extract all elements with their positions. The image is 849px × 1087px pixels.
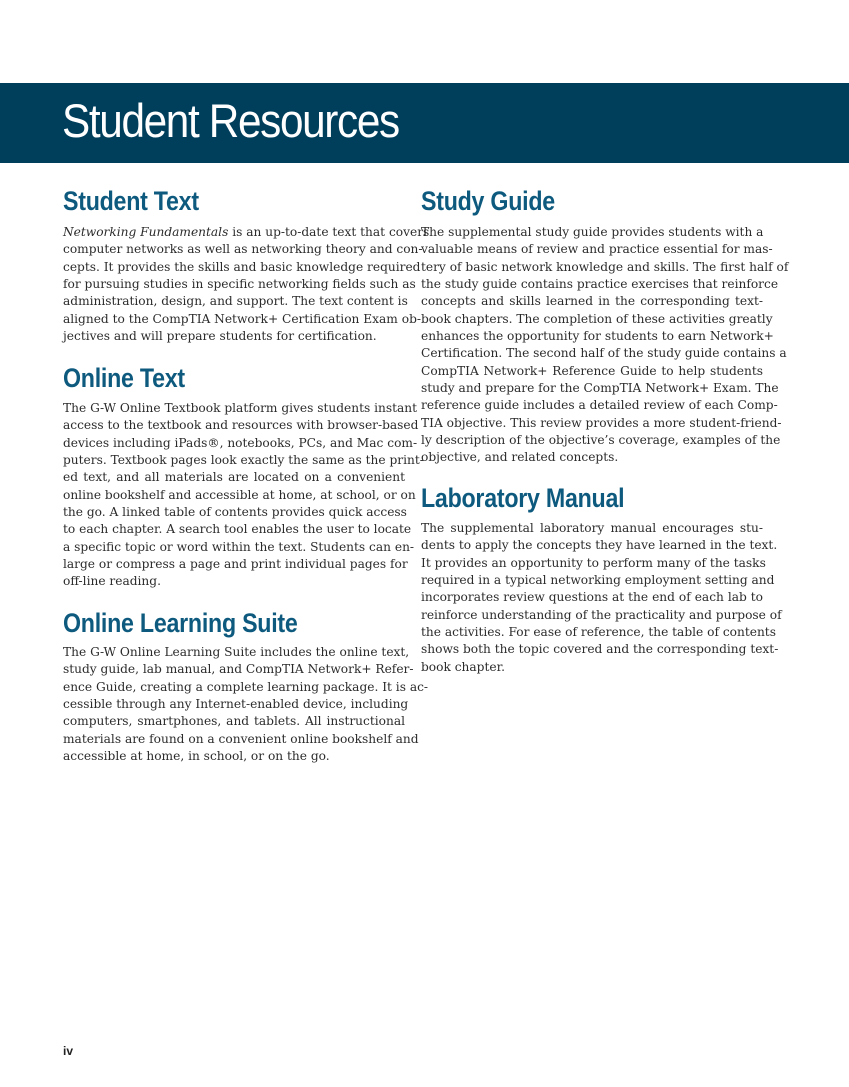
paragraph-line: The G-W Online Learning Suite includes the online text,: [63, 645, 410, 659]
paragraph-line: devices including iPads®, notebooks, PCs, and Mac com-: [63, 435, 418, 450]
paragraph-line: It provides an opportunity to perform many of the tasks: [421, 555, 766, 570]
paragraph-line: enhances the opportunity for students to earn Network+: [421, 329, 774, 344]
paragraph-line: study guide, lab manual, and CompTIA Network+ Refer-: [63, 662, 414, 677]
line-text: is an up-to-date text that covers: [228, 225, 430, 239]
paragraph-line: valuable means of review and practice essential for mas-: [421, 242, 773, 257]
paragraph-line: TIA objective. This review provides a more student-friend-: [421, 415, 782, 430]
paragraph-line: shows both the topic covered and the corresponding text-: [421, 642, 779, 657]
page-title: Student Resources: [62, 94, 399, 147]
paragraph-line: off-line reading.: [63, 574, 161, 589]
paragraph-student-text: [63, 224, 430, 345]
paragraph-line: access to the textbook and resources with browser-based: [63, 418, 419, 433]
paragraph-line: jectives and will prepare students for certification.: [63, 329, 377, 344]
paragraph-line: required in a typical networking employment setting and: [421, 573, 775, 588]
page-number: iv: [63, 1044, 74, 1058]
paragraph-line: aligned to the CompTIA Network+ Certification Exam ob-: [63, 311, 421, 326]
paragraph-line: Certification. The second half of the study guide contains a: [421, 346, 787, 361]
paragraph-line: the activities. For ease of reference, the table of contents: [421, 625, 776, 640]
paragraph-line: cepts. It provides the skills and basic knowledge required: [63, 259, 421, 274]
paragraph-line: ed text, and all materials are located on a convenient: [63, 470, 405, 485]
paragraph-line: book chapters. The completion of these activities greatly: [421, 311, 773, 326]
heading-study-guide: Study Guide: [421, 186, 555, 216]
paragraph-line: reference guide includes a detailed review of each Comp-: [421, 398, 778, 413]
heading-student-text: Student Text: [63, 186, 199, 216]
paragraph-line: concepts and skills learned in the corresponding text-: [421, 294, 763, 309]
paragraph-online-learning-suite: [63, 644, 429, 765]
paragraph-line: cessible through any Internet-enabled device, including: [63, 697, 409, 712]
paragraph-line: study and prepare for the CompTIA Network+ Exam. The: [421, 381, 779, 396]
paragraph-line: online bookshelf and accessible at home, at school, or on: [63, 487, 416, 502]
paragraph-study-guide: [421, 224, 789, 467]
paragraph-laboratory-manual: [421, 520, 782, 676]
paragraph-line: accessible at home, in school, or on the go.: [63, 749, 330, 764]
paragraph-line: to each chapter. A search tool enables the user to locate: [63, 522, 412, 537]
paragraph-online-text: [63, 400, 424, 591]
paragraph-line: dents to apply the concepts they have learned in the text.: [421, 538, 778, 553]
paragraph-line: puters. Textbook pages look exactly the same as the print-: [63, 453, 424, 468]
paragraph-line: computers, smartphones, and tablets. All instructional: [63, 714, 405, 729]
paragraph-line: incorporates review questions at the end of each lab to: [421, 590, 763, 605]
paragraph-line: The G-W Online Textbook platform gives students instant: [63, 401, 418, 415]
paragraph-line: reinforce understanding of the practicality and purpose of: [421, 607, 782, 622]
book-title: Networking Fundamentals: [63, 225, 229, 239]
paragraph-line: the go. A linked table of contents provides quick access: [63, 505, 407, 520]
paragraph-line: computer networks as well as networking theory and con-: [63, 242, 423, 257]
paragraph-line: tery of basic network knowledge and skills. The first half of: [421, 259, 789, 274]
heading-laboratory-manual: Laboratory Manual: [421, 483, 625, 513]
heading-online-learning-suite: Online Learning Suite: [63, 608, 298, 638]
paragraph-line: book chapter.: [421, 659, 505, 674]
paragraph-line: large or compress a page and print individual pages for: [63, 557, 408, 572]
paragraph-line: objective, and related concepts.: [421, 450, 619, 465]
paragraph-line: [63, 224, 430, 241]
paragraph-line: a specific topic or word within the text. Students can en-: [63, 539, 415, 554]
heading-online-text: Online Text: [63, 363, 185, 393]
paragraph-line: for pursuing studies in specific networking fields such as: [63, 277, 416, 292]
paragraph-line: The supplemental study guide provides students with a: [421, 225, 764, 239]
paragraph-line: CompTIA Network+ Reference Guide to help students: [421, 363, 763, 378]
paragraph-line: the study guide contains practice exercises that reinforce: [421, 277, 779, 292]
paragraph-line: ence Guide, creating a complete learning package. It is ac-: [63, 679, 429, 694]
paragraph-line: ly description of the objective’s coverage, examples of the: [421, 433, 781, 448]
paragraph-line: The supplemental laboratory manual encourages stu-: [421, 521, 763, 535]
paragraph-line: materials are found on a convenient online bookshelf and: [63, 731, 419, 746]
header-band: [0, 83, 849, 163]
paragraph-line: administration, design, and support. The text content is: [63, 294, 408, 309]
